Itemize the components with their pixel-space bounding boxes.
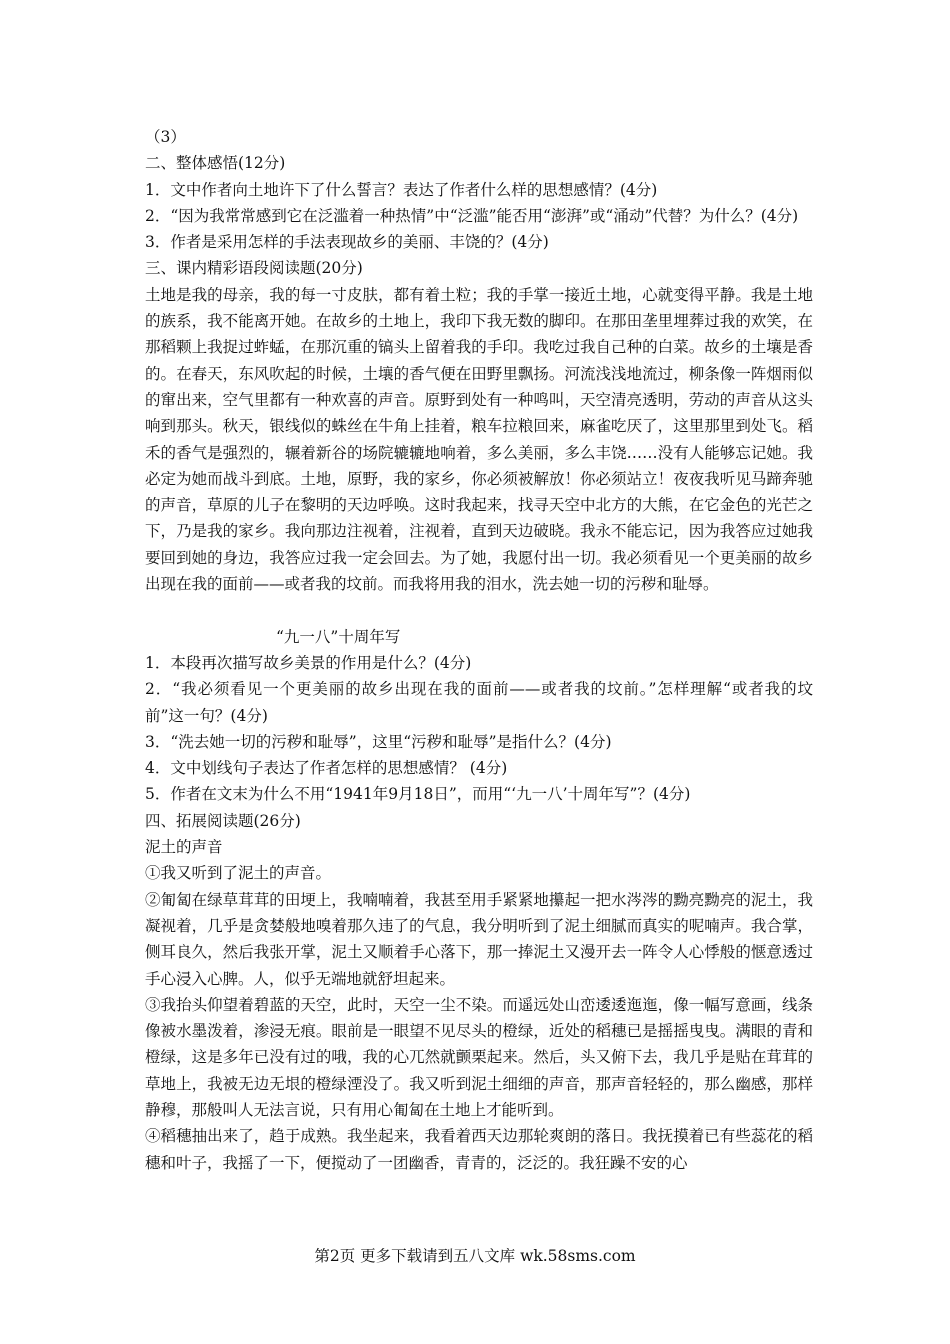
question-item: 1．本段再次描写故乡美景的作用是什么？(4分) — [145, 653, 472, 672]
article-paragraph: ④稻穗抽出来了，趋于成熟。我坐起来，我看着西天边那轮爽朗的落日。我抚摸着已有些蕊花的稻穗和叶子，我摇了一下，便搅动了一团幽香，青青的，泛泛的。我狂躁不安的心 — [145, 1127, 813, 1172]
document-page — [145, 124, 813, 1176]
question-item: 1．文中作者向土地许下了什么誓言？表达了作者什么样的思想感情？(4分) — [145, 180, 658, 199]
spacer — [145, 597, 813, 623]
question-item: 3．“洗去她一切的污秽和耻辱”，这里“污秽和耻辱”是指什么？(4分) — [145, 732, 612, 751]
article-title: 泥土的声音 — [145, 838, 223, 857]
reading-passage: 土地是我的母亲，我的每一寸皮肤，都有着土粒；我的手掌一接近土地，心就变得平静。我是土地的族系，我不能离开她。在故乡的土地上，我印下我无数的脚印。在那田垄里埋葬过我的欢笑，在那稻颗上我捉过蚱蜢，在那沉重的镐头上留着我的手印。我吃过我自己种的白菜。故乡的土壤是香的。在春天，东风吹起的时候，土壤的香气便在田野里飘扬。河流浅浅地流过，柳条像一阵烟雨似的窜出来，空气里都有一种欢喜的声音。原野到处有一种鸣叫，天空清亮透明，劳动的声音从这头响到那头。秋天，银线似的蛛丝在牛角上挂着，粮车拉粮回来，麻雀吃厌了，这里那里到处飞。稻禾的香气是强烈的，辗着新谷的场院辘辘地响着，多么美丽，多么丰饶……没有人能够忘记她。我必定为她而战斗到底。土地，原野，我的家乡，你必须被解放！你必须站立！夜夜我听见马蹄奔驰的声音，草原的儿子在黎明的天边呼唤。这时我起来，找寻天空中北方的大熊，在它金色的光芒之下，乃是我的家乡。我向那边注视着，注视着，直到天边破晓。我永不能忘记，因为我答应过她我要回到她的身边，我答应过我一定会回去。为了她，我愿付出一切。我必须看见一个更美丽的故乡出现在我的面前——或者我的坟前。而我将用我的泪水，洗去她一切的污秽和耻辱。 — [145, 285, 813, 594]
article-paragraph: ②匍匐在绿草茸茸的田埂上，我喃喃着，我甚至用手紧紧地攥起一把水涔涔的黝亮黝亮的泥土，我凝视着，几乎是贪婪般地嗅着那久违了的气息，我分明听到了泥土细腻而真实的呢喃声。我合掌，侧耳良久，然后我张开掌，泥土又顺着手心落下，那一捧泥土又漫开去一阵令人心悸般的惬意透过手心浸入心脾。人，似乎无端地就舒坦起来。 — [145, 890, 813, 988]
date-line: “九一八”十周年写 — [276, 627, 401, 646]
question-number-3: （3） — [145, 128, 186, 146]
question-item: 3．作者是采用怎样的手法表现故乡的美丽、丰饶的？(4分) — [145, 233, 549, 252]
question-item: 5．作者在文末为什么不用“1941年9月18日”，而用“‘九一八’十周年写”？(4分) — [145, 785, 691, 804]
article-paragraph: ①我又听到了泥土的声音。 — [145, 864, 332, 883]
question-item: 2．“我必须看见一个更美丽的故乡出现在我的面前——或者我的坟前。”怎样理解“或者我的坟前”这一句？(4分) — [145, 680, 813, 725]
question-item: 2．“因为我常常感到它在泛滥着一种热情”中“泛滥”能否用“澎湃”或“涌动”代替？为什么？(4分) — [145, 206, 799, 225]
section-heading-reading: 三、课内精彩语段阅读题(20分) — [145, 259, 363, 278]
section-heading-overall: 二、整体感悟(12分) — [145, 154, 286, 173]
page-footer: 第2页 更多下载请到五八文库 wk.58sms.com — [314, 1247, 636, 1265]
question-item: 4．文中划线句子表达了作者怎样的思想感情？ (4分) — [145, 759, 508, 778]
section-heading-extended: 四、拓展阅读题(26分) — [145, 811, 301, 830]
article-paragraph: ③我抬头仰望着碧蓝的天空，此时，天空一尘不染。而遥远处山峦逶逶迤迤，像一幅写意画，线条像被水墨泼着，渗浸无痕。眼前是一眼望不见尽头的橙绿，近处的稻穗已是摇摇曳曳。满眼的青和橙绿，这是多年已没有过的哦，我的心兀然就颤栗起来。然后，头又俯下去，我几乎是贴在茸茸的草地上，我被无边无垠的橙绿湮没了。我又听到泥土细细的声音，那声音轻轻的，那么幽感，那样静穆，那般叫人无法言说，只有用心匍匐在土地上才能听到。 — [145, 995, 813, 1119]
